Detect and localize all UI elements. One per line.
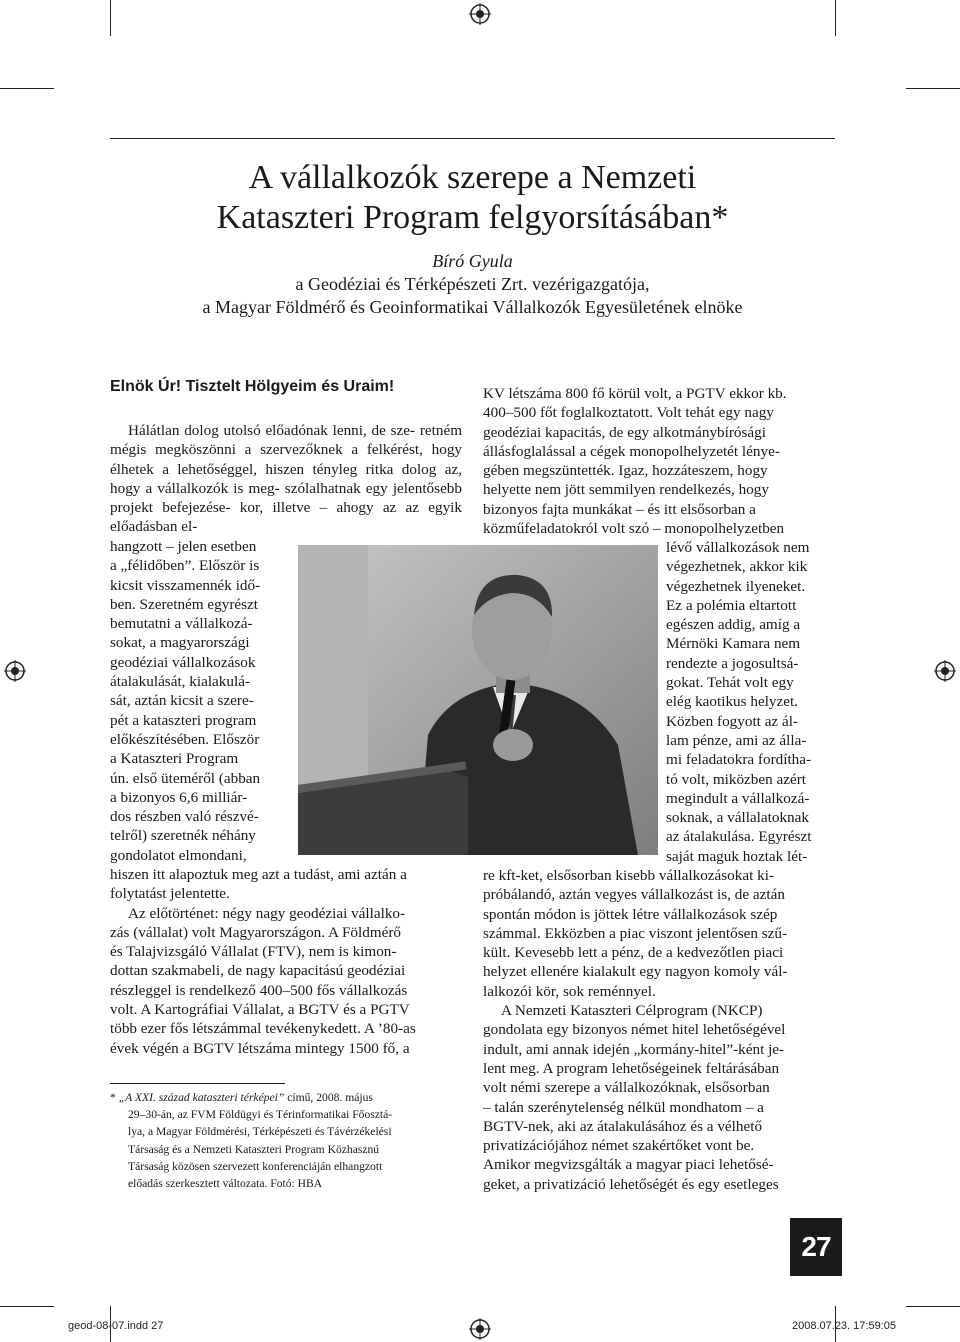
registration-mark-icon bbox=[934, 660, 956, 682]
page-number: 27 bbox=[790, 1218, 842, 1276]
text-line: kicsit visszamennék idő- bbox=[110, 576, 261, 594]
text-line: Az előtörténet: négy nagy geodéziai vállalko- bbox=[128, 904, 406, 922]
text-line: geodéziai vállalkozások bbox=[110, 653, 256, 671]
text-line: bemutatni a vállalkozá- bbox=[110, 615, 253, 633]
text-line: kor, illetve – ahogy az az egyik előadásban el- bbox=[110, 499, 462, 536]
greeting: Elnök Úr! Tisztelt Hölgyeim és Uraim! bbox=[110, 378, 395, 395]
text-line: Ez a polémia eltartott bbox=[666, 596, 797, 614]
text-line: felkérést, hogy élhetek a lehetőséggel, hiszen bbox=[110, 441, 463, 478]
text-line: mi feladatokra fordítha- bbox=[666, 751, 812, 769]
footnote-line: előadás szerkesztett változata. Fotó: HBA bbox=[128, 1177, 323, 1191]
speaker-photo bbox=[298, 545, 658, 855]
footnote-line: Társaság és a Nemzeti Kataszteri Program Közhasznú bbox=[128, 1142, 380, 1156]
text-line: állásfoglalással a cégek monopolhelyzetét lénye- bbox=[483, 442, 780, 460]
speaker-photo-image bbox=[298, 545, 658, 855]
text-line: Amikor megvizsgálták a magyar piaci lehetősé- bbox=[483, 1156, 774, 1174]
text-line: saját maguk hoztak lét- bbox=[666, 847, 808, 865]
text-line: A Nemzeti Kataszteri Célprogram (NKCP) bbox=[501, 1002, 763, 1020]
text-line: lent meg. A program lehetőségeinek feltárásában bbox=[483, 1059, 780, 1077]
left-column-wide bbox=[110, 421, 462, 537]
text-line: sát, aztán kicsit a szere- bbox=[110, 692, 254, 710]
text-line: számmal. Ekközben a piac viszont jelentősen szű- bbox=[483, 924, 788, 942]
text-line: és Talajvizsgáló Vállalat (FTV), nem is kimon- bbox=[110, 943, 397, 961]
text-line: gondolatot elmondani, bbox=[110, 846, 247, 864]
footnote-line: Társaság közösen szervezett konferenciáján elhangzott bbox=[128, 1159, 383, 1173]
crop-mark bbox=[906, 1306, 960, 1307]
right-column-wide-top bbox=[483, 384, 835, 538]
text-line: a bizonyos 6,6 milliár- bbox=[110, 788, 248, 806]
author-affiliation: a Geodéziai és Térképészeti Zrt. vezérigazgatója, bbox=[295, 274, 650, 294]
text-line: hangzott – jelen esetben bbox=[110, 538, 257, 555]
title-line: Kataszteri Program felgyorsításában* bbox=[216, 199, 729, 236]
text-line: helyzet ellenére kialakult egy nagyon komoly vál- bbox=[483, 963, 788, 981]
text-line: folytatást jelentette. bbox=[110, 885, 230, 903]
slug-filename: geod-08-07.indd 27 bbox=[68, 1320, 164, 1332]
text-line: részleggel is rendelkező 400–500 fős vállalkozás bbox=[110, 981, 408, 999]
right-column-wide-bottom bbox=[483, 866, 835, 1194]
text-line: 400–500 főt foglalkoztatott. Volt tehát egy nagy bbox=[483, 404, 774, 422]
text-line: – talán szerénytelenség nélkül mondhatom – a bbox=[483, 1098, 764, 1116]
footnote-line bbox=[110, 1089, 465, 1106]
text-line: gokat. Tehát volt egy bbox=[666, 674, 794, 692]
crop-mark bbox=[0, 1306, 54, 1307]
text-line: geket, a privatizáció lehetőségét és egy esetleges bbox=[483, 1175, 779, 1193]
text-line: ben. Szeretném egyrészt bbox=[110, 595, 259, 613]
text-line: a Kataszteri Program bbox=[110, 750, 239, 768]
left-column-narrow bbox=[110, 537, 286, 865]
text-line: volt. A Kartográfiai Vállalat, a BGTV és a PGTV bbox=[110, 1001, 410, 1019]
registration-mark-icon bbox=[469, 3, 491, 25]
left-column-after-photo bbox=[110, 865, 462, 1058]
footnote-line: lya, a Magyar Földmérési, Térképészeti és Távérzékelési bbox=[128, 1125, 392, 1139]
text-line: végezhetnek ilyeneket. bbox=[666, 577, 806, 595]
text-line: KV létszáma 800 fő körül volt, a PGTV ekkor kb. bbox=[483, 385, 787, 402]
byline bbox=[110, 250, 835, 319]
text-line: helyette nem jött semmilyen rendelkezés, hogy bbox=[483, 481, 769, 499]
footnote-rule bbox=[110, 1083, 285, 1084]
text-line: indult, ami annak idején „kormány-hitel”-ként je- bbox=[483, 1040, 785, 1058]
text-line: Közben fogyott az ál- bbox=[666, 712, 798, 730]
text-line: hiszen itt alapoztuk meg azt a tudást, ami aztán a bbox=[110, 866, 407, 883]
text-line: lam pénze, ami az álla- bbox=[666, 731, 807, 749]
text-line: lévő vállalkozások nem bbox=[666, 539, 810, 556]
text-line: dottan szakmabeli, de nagy kapacitású geodéziai bbox=[110, 962, 406, 980]
registration-mark-icon bbox=[4, 660, 26, 682]
text-line: több ezer fős létszámmal tevékenykedett. A ’80-as bbox=[110, 1020, 416, 1038]
text-line: re kft-ket, elsősorban kisebb vállalkozásokat ki- bbox=[483, 867, 775, 884]
text-line: szólalhatnak egy jelentősebb projekt befejezése- bbox=[110, 479, 462, 517]
text-line: tényleg ritka dolog az, hogy a vállalkozók is meg- bbox=[110, 460, 462, 497]
author-affiliation: a Magyar Földmérő és Geoinformatikai Vállalkozók Egyesületének elnöke bbox=[202, 297, 743, 317]
text-line: privatizációjához német szakértőket vont be. bbox=[483, 1137, 755, 1155]
text-line: lalkozói kör, sok reménnyel. bbox=[483, 982, 656, 1000]
text-line: pét a kataszteri program bbox=[110, 711, 257, 729]
article-title bbox=[110, 158, 835, 238]
paragraph bbox=[110, 421, 462, 537]
text-line: bizonyos fajta munkákat – és itt elsősorban a bbox=[483, 500, 756, 518]
text-line: dos részben való részvé- bbox=[110, 808, 259, 826]
text-line: Hálátlan dolog utolsó előadónak lenni, de sze- bbox=[128, 422, 416, 439]
right-column-narrow bbox=[666, 538, 836, 866]
text-line: geodéziai kapacitás, de egy alkotmánybírósági bbox=[483, 423, 766, 441]
text-line: a „félidőben”. Először is bbox=[110, 557, 260, 575]
text-line: átalakulását, kialakulá- bbox=[110, 673, 250, 691]
crop-mark bbox=[835, 0, 836, 36]
text-line: elég kaotikus helyzet. bbox=[666, 693, 799, 711]
title-line: A vállalkozók szerepe a Nemzeti bbox=[248, 159, 697, 196]
text-line: sokat, a magyarországi bbox=[110, 634, 250, 652]
crop-mark bbox=[0, 88, 54, 89]
footnote-text: című, 2008. május bbox=[284, 1091, 373, 1104]
text-line: kült. Kevesebb lett a pénz, de a kedvezőtlen piaci bbox=[483, 944, 784, 962]
text-line: gében megszüntették. Igaz, hozzáteszem, hogy bbox=[483, 462, 768, 480]
text-line: tó volt, miközben azért bbox=[666, 770, 807, 788]
text-line: közműfeladatokról volt szó – monopolhelyzetben bbox=[483, 520, 785, 538]
slug-datetime: 2008.07.23. 17:59:05 bbox=[792, 1320, 896, 1332]
text-line: telről) szeretnék néhány bbox=[110, 827, 256, 845]
text-line: egészen addig, amíg a bbox=[666, 616, 801, 634]
footnote-line: 29–30-án, az FVM Földügyi és Térinformatikai Főosztá- bbox=[128, 1108, 393, 1122]
text-line: spontán módon is jöttek létre vállalkozások szép bbox=[483, 905, 778, 923]
text-line: az átalakulása. Egyrészt bbox=[666, 828, 812, 846]
author-name: Bíró Gyula bbox=[432, 251, 513, 271]
text-line: Mérnöki Kamara nem bbox=[666, 635, 801, 653]
text-line: retném mégis megköszönni a szervezőknek a bbox=[110, 422, 463, 459]
text-line: gondolata egy bizonyos német hitel lehetőségével bbox=[483, 1021, 786, 1039]
crop-mark bbox=[906, 88, 960, 89]
text-line: végezhetnek, akkor kik bbox=[666, 558, 808, 576]
crop-mark bbox=[110, 0, 111, 36]
footnote-marker: * bbox=[110, 1091, 116, 1104]
text-line: rendezte a jogosultsá- bbox=[666, 654, 799, 672]
text-line: soknak, a vállalatoknak bbox=[666, 809, 809, 827]
text-line: megindult a vállalkozá- bbox=[666, 789, 810, 807]
footnote bbox=[110, 1089, 465, 1192]
registration-mark-icon bbox=[469, 1318, 491, 1340]
text-line: ún. első üteméről (abban bbox=[110, 769, 261, 787]
text-line: volt némi szerepe a vállalkozóknak, elsősorban bbox=[483, 1079, 770, 1097]
text-line: zás (vállalat) volt Magyarországon. A Földmérő bbox=[110, 923, 402, 941]
text-line: próbálandó, aztán vegyes vállalkozást is, de aztán bbox=[483, 886, 785, 904]
header-rule bbox=[110, 138, 835, 139]
text-line: előkészítésében. Először bbox=[110, 730, 260, 748]
footnote-title: „A XXI. század kataszteri térképei” bbox=[118, 1091, 285, 1104]
text-line: BGTV-nek, aki az átalakulásához és a vélhető bbox=[483, 1117, 763, 1135]
text-line: évek végén a BGTV létszáma mintegy 1500 fő, a bbox=[110, 1039, 410, 1057]
